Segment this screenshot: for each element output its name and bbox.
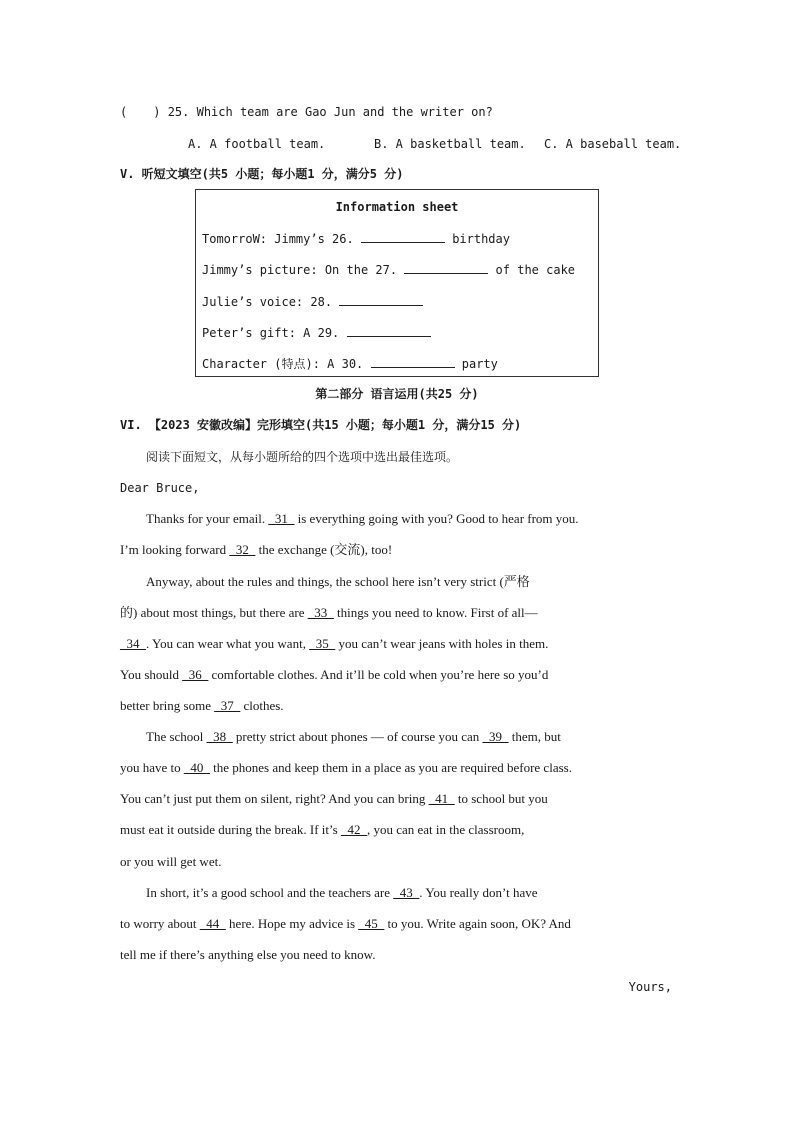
q25-option-b: B. A basketball team. xyxy=(374,137,526,151)
cloze-blank[interactable]: _38_ xyxy=(206,729,233,744)
letter-text: here. Hope my advice is xyxy=(225,916,359,931)
cloze-blank[interactable]: _37_ xyxy=(214,698,241,713)
cloze-blank[interactable]: _34_ xyxy=(120,636,146,651)
info-row-26-after: birthday xyxy=(452,232,510,246)
letter-text: you have to xyxy=(120,760,184,775)
letter-text: the phones and keep them in a place as you are required before class. xyxy=(209,760,572,775)
letter-text: things you need to know. First of all— xyxy=(333,605,538,620)
q25-option-a: A. A football team. xyxy=(188,137,326,151)
cloze-blank[interactable]: _32_ xyxy=(229,542,256,557)
blank-26[interactable] xyxy=(361,230,445,243)
letter-text: Thanks for your email. xyxy=(146,511,269,526)
blank-30[interactable] xyxy=(371,355,455,368)
letter-text: You should xyxy=(120,667,183,682)
letter-text: You can’t just put them on silent, right? And you can bring xyxy=(120,791,429,806)
letter-text: better bring some xyxy=(120,698,215,713)
info-row-26-label: TomorroW: Jimmy’s 26. xyxy=(202,232,354,246)
info-row-29 xyxy=(202,324,431,341)
letter-line xyxy=(120,916,571,932)
information-sheet-box xyxy=(195,189,599,377)
info-row-28-label: Julie’s voice: 28. xyxy=(202,295,333,309)
letter-text: you can’t wear jeans with holes in them. xyxy=(335,636,549,651)
q25-paren-close: ) xyxy=(153,105,161,119)
info-row-27-label: Jimmy’s picture: On the 27. xyxy=(202,263,398,277)
letter-line xyxy=(146,885,538,901)
cloze-blank[interactable]: _35_ xyxy=(309,636,336,651)
info-row-30-after: party xyxy=(461,357,498,371)
letter-line xyxy=(120,760,572,776)
letter-text: I’m looking forward xyxy=(120,542,230,557)
section-6-heading: VI. 【2023 安徽改编】完形填空(共15 小题；每小题1 分，满分15 分) xyxy=(120,418,522,432)
info-row-30 xyxy=(202,355,498,372)
q25-paren-open: ( xyxy=(120,105,128,119)
cloze-blank[interactable]: _43_ xyxy=(393,885,420,900)
letter-text: . You really don’t have xyxy=(419,885,538,900)
cloze-blank[interactable]: _36_ xyxy=(182,667,209,682)
letter-text: 的) about most things, but there are xyxy=(120,605,308,620)
letter-text: Anyway, about the rules and things, the school here isn’t very strict (严格 xyxy=(146,574,530,589)
letter-line xyxy=(120,605,538,621)
letter-line xyxy=(146,729,561,745)
letter-line xyxy=(120,636,548,652)
cloze-blank[interactable]: _40_ xyxy=(183,760,210,775)
letter-text: them, but xyxy=(508,729,561,744)
info-row-29-label: Peter’s gift: A 29. xyxy=(202,326,340,340)
info-row-28 xyxy=(202,293,423,310)
cloze-blank[interactable]: _45_ xyxy=(358,916,385,931)
info-sheet-title: Information sheet xyxy=(335,200,459,214)
letter-line xyxy=(120,854,221,870)
q25-stem-row xyxy=(120,104,493,120)
letter-text: the exchange (交流), too! xyxy=(255,542,393,557)
letter-line xyxy=(120,667,548,683)
info-row-27 xyxy=(202,261,575,278)
letter-text: is everything going with you? Good to hear from you. xyxy=(294,511,579,526)
part-2-heading: 第二部分 语言运用(共25 分) xyxy=(315,387,479,401)
letter-text: to you. Write again soon, OK? And xyxy=(384,916,571,931)
info-row-30-label: Character (特点): A 30. xyxy=(202,357,364,371)
blank-27[interactable] xyxy=(404,261,488,274)
letter-text: or you will get wet. xyxy=(120,854,222,869)
letter-text: In short, it’s a good school and the teachers are xyxy=(146,885,394,900)
cloze-blank[interactable]: _42_ xyxy=(340,822,367,837)
section-6-instruction: 阅读下面短文，从每小题所给的四个选项中选出最佳选项。 xyxy=(146,450,459,464)
cloze-blank[interactable]: _33_ xyxy=(307,605,334,620)
letter-line xyxy=(120,791,548,807)
info-row-26 xyxy=(202,230,510,247)
letter-text: tell me if there’s anything else you need to know. xyxy=(120,947,376,962)
q25-stem: 25. Which team are Gao Jun and the writer on? xyxy=(167,105,493,119)
letter-text: , you can eat in the classroom, xyxy=(366,822,525,837)
blank-28[interactable] xyxy=(339,293,423,306)
letter-text: The school xyxy=(146,729,207,744)
letter-text: to worry about xyxy=(120,916,200,931)
letter-text: . You can wear what you want, xyxy=(146,636,310,651)
letter-line xyxy=(120,947,375,963)
letter-line xyxy=(146,574,530,590)
letter-line xyxy=(120,822,524,838)
cloze-blank[interactable]: _39_ xyxy=(482,729,509,744)
cloze-blank[interactable]: _44_ xyxy=(199,916,226,931)
letter-text: comfortable clothes. And it’ll be cold when you’re here so you’d xyxy=(208,667,549,682)
letter-closing: Yours, xyxy=(628,980,672,994)
letter-text: must eat it outside during the break. If it’s xyxy=(120,822,341,837)
letter-line xyxy=(120,542,392,558)
q25-option-c: C. A baseball team. xyxy=(544,137,682,151)
blank-29[interactable] xyxy=(347,324,431,337)
section-5-heading: V. 听短文填空(共5 小题；每小题1 分，满分5 分) xyxy=(120,167,404,181)
letter-line xyxy=(146,511,579,527)
cloze-blank[interactable]: _41_ xyxy=(428,791,455,806)
cloze-blank[interactable]: _31_ xyxy=(268,511,295,526)
letter-greeting: Dear Bruce, xyxy=(120,481,200,495)
letter-line xyxy=(120,698,284,714)
info-row-27-after: of the cake xyxy=(495,263,576,277)
letter-text: pretty strict about phones — of course you can xyxy=(232,729,483,744)
letter-text: clothes. xyxy=(240,698,284,713)
letter-text: to school but you xyxy=(454,791,548,806)
